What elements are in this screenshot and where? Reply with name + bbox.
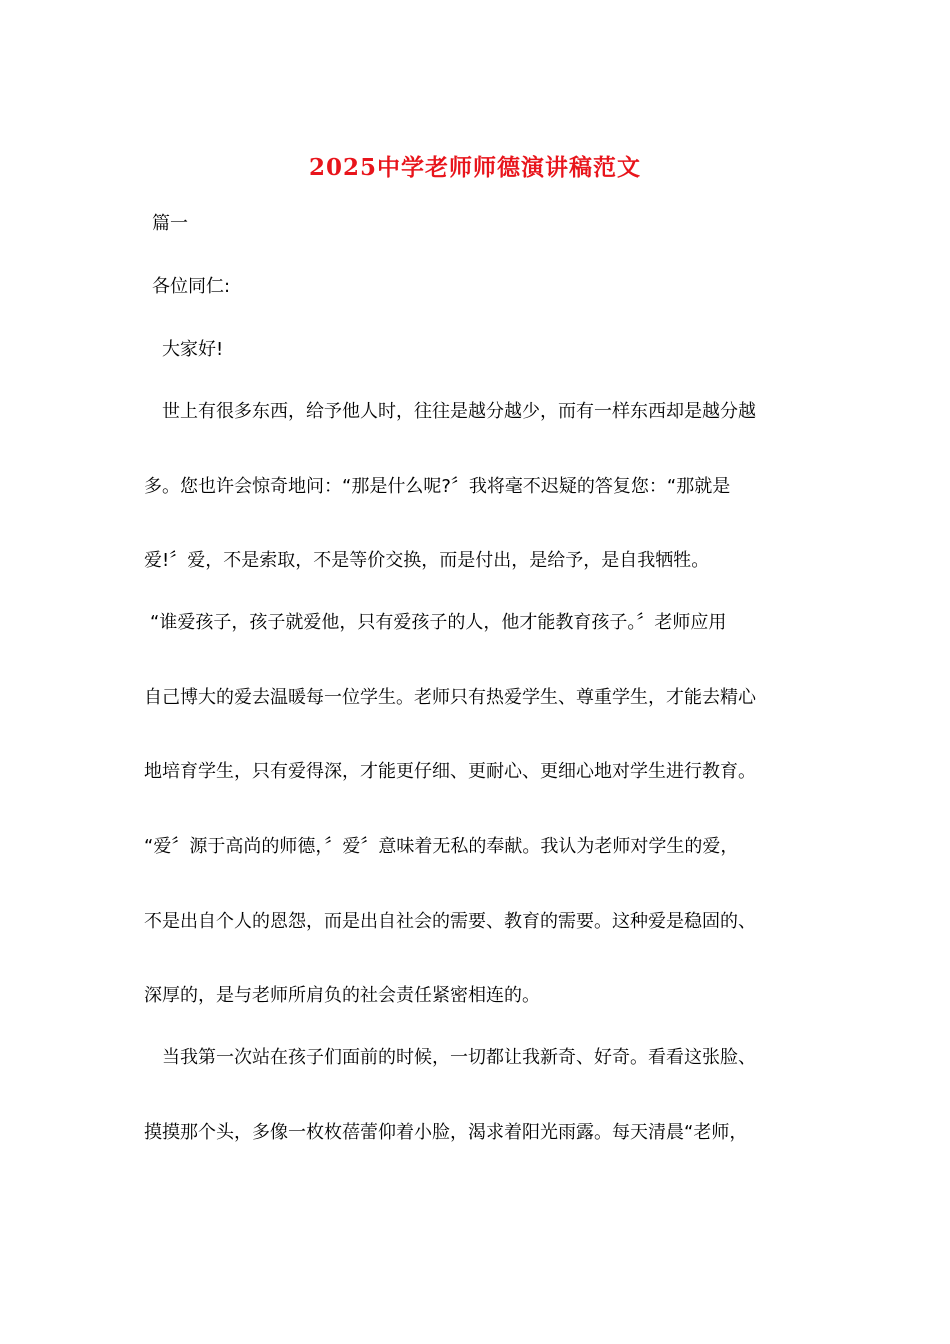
body-line: 地培育学生，只有爱得深，才能更仔细、更耐心、更细心地对学生进行教育。 [144,761,756,782]
section-heading: 篇一 [152,213,188,234]
body-line: 爱!〞爱，不是索取，不是等价交换，而是付出，是给予，是自我牺牲。 [144,550,710,571]
greeting: 大家好! [162,339,224,360]
body-line: 世上有很多东西，给予他人时，往往是越分越少，而有一样东西却是越分越 [162,401,756,422]
document-title: 2025中学老师师德演讲稿范文 [308,154,641,181]
body-line: “谁爱孩子，孩子就爱他，只有爱孩子的人，他才能教育孩子。〞老师应用 [150,612,727,633]
body-line: 当我第一次站在孩子们面前的时候，一切都让我新奇、好奇。看看这张脸、 [162,1047,756,1068]
body-line: 摸摸那个头，多像一枚枚蓓蕾仰着小脸，渴求着阳光雨露。每天清晨“老师， [144,1122,748,1143]
body-line: “爱〞源于高尚的师德，〞爱〞意味着无私的奉献。我认为老师对学生的爱， [144,836,739,857]
body-line: 自己博大的爱去温暖每一位学生。老师只有热爱学生、尊重学生，才能去精心 [144,687,756,708]
body-line: 多。您也许会惊奇地问：“那是什么呢?〞我将毫不迟疑的答复您：“那就是 [144,476,731,497]
body-line: 深厚的，是与老师所肩负的社会责任紧密相连的。 [144,985,540,1006]
salutation: 各位同仁: [152,276,231,297]
body-line: 不是出自个人的恩怨，而是出自社会的需要、教育的需要。这种爱是稳固的、 [144,911,756,932]
